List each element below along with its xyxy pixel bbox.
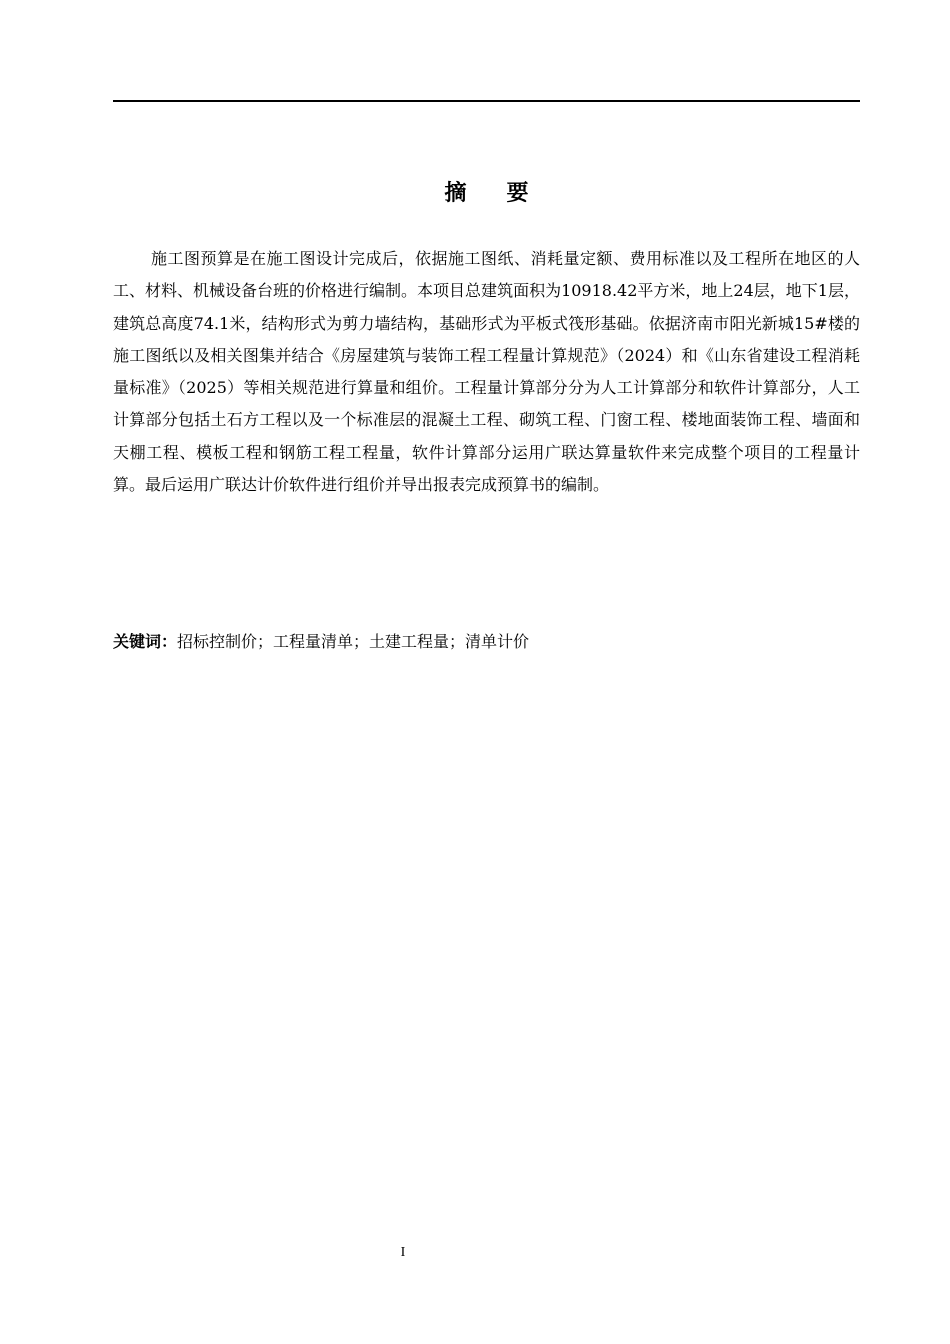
page-number: I (400, 1245, 406, 1260)
keywords-line (113, 626, 860, 658)
abstract-paragraph: 施工图预算是在施工图设计完成后，依据施工图纸、消耗量定额、费用标准以及工程所在地区的人工、材料、机械设备台班的价格进行编制。本项目总建筑面积为10918.42平方米，地上24层，地下1层，建筑总高度74.1米，结构形式为剪力墙结构，基础形式为平板式筏形基础。依据济南市阳光新城15#楼的施工图纸以及相关图集并结合《房屋建筑与装饰工程工程量计算规范》（2024）和《山东省建设工程消耗量标准》（2025）等相关规范进行算量和组价。工程量计算部分分为人工计算部分和软件计算部分，人工计算部分包括土石方工程以及一个标准层的混凝土工程、砌筑工程、门窗工程、楼地面装饰工程、墙面和天棚工程、模板工程和钢筋工程工程量，软件计算部分运用广联达算量软件来完成整个项目的工程量计算。最后运用广联达计价软件进行组价并导出报表完成预算书的编制。 (113, 249, 860, 495)
keywords-label: 关键词： (113, 632, 178, 651)
header-rule (113, 100, 860, 102)
abstract-title: 摘要 (444, 181, 569, 206)
keywords-value: 招标控制价；工程量清单；土建工程量；清单计价 (177, 632, 530, 651)
